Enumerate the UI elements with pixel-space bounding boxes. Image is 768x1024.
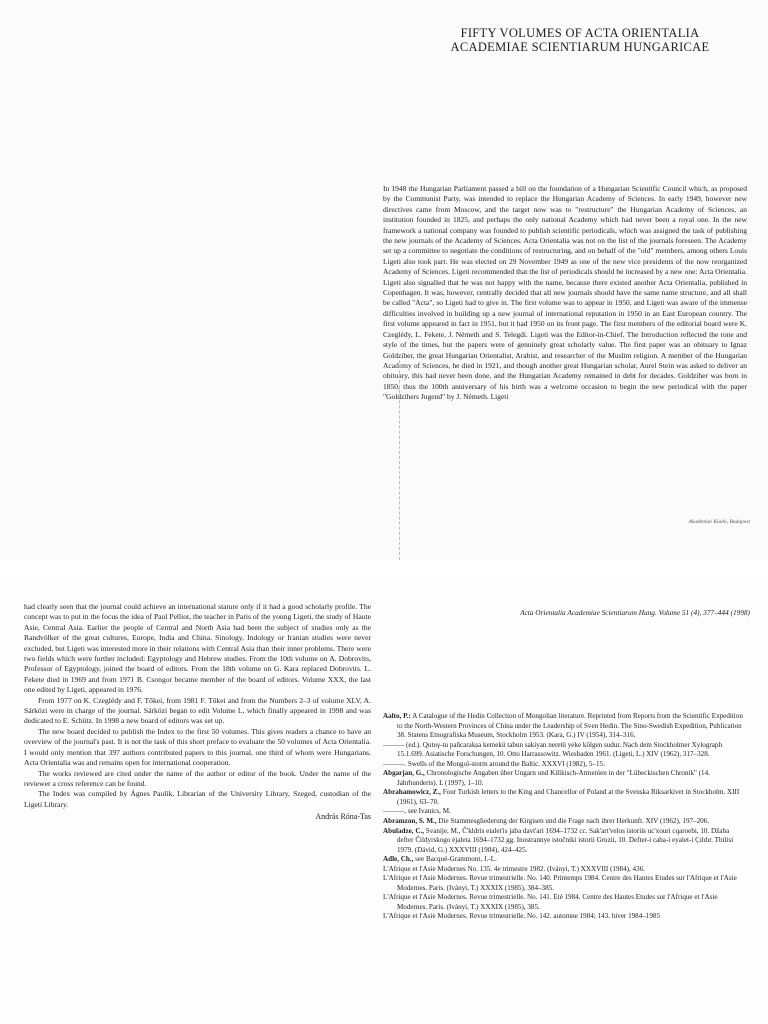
entry-text: L'Afrique et l'Asie Modernes No. 135. 4e trimestre 1982. (Iványi, T.) XXXVIII (1984), 436. — [383, 864, 645, 873]
intro-paragraph: In 1948 the Hungarian Parliament passed a bill on the foundation of a Hungarian Scientific Council which, as proposed by the Communist Party, was intended to replace the Hungarian Academy of Sciences. In early 1949, however new directives came from Moscow, and the target now was to "restructure" the Hungarian Academy of Sciences, an institution founded in 1825, and perhaps the only national Academy which had never been a royal one. In the new framework a national company was founded to publish scientific periodicals, which was assigned the task of publishing the new journals of the Academy of Sciences. Acta Orientalia was not on the list of the journals foreseen. The Academy set up a committee to negotiate the conditions of restructuring, and on behalf of the "old" members, among others Louis Ligeti also took part. He was elected on 29 November 1949 as one of the new vice presidents of the now reorganized Academy of Sciences. Ligeti recommended that the list of periodicals should be increased by a new one: Acta Orientalia. Ligeti also signalled that he was not happy with the name, because there existed another Acta Orientalia, published in Copenhagen. It was, however, centrally decided that all new journals should have the same name structure, and all shall be called "Acta", so Ligeti had to give in. The first volume was to appear in 1950, and Ligeti was aware of the immense difficulties involved in building up a new journal of international reputation in 1950 in an East European country. The first volume appeared in fact in 1951, but it had 1950 on its front page. The first members of the editorial board were K. Czeglédy, L. Fekete, J. Németh and S. Telegdi. Ligeti was the Editor-in-Chief. The Introduction reflected the tone and style of the times, but the papers were of genuinely great scholarly value. The first paper was an obituary to Ignaz Goldziher, the great Hungarian Orientalist, Arabist, and researcher of the Muslim religion. A member of the Hungarian Academy of Sciences, he died in 1921, and though another great Hungarian scholar, Aurel Stein was asked to deliver an obituary, this had never been done, and the Hungarian Academy remained in debt for decades. Goldziher was born in 1850, thus the 100th anniversary of his birth was a welcome occasion to begin the new periodical with the paper "Goldzihers Jugend" by J. Németh. Ligeti — [383, 184, 747, 402]
index-entry — [383, 817, 747, 827]
entry-name: Abgarjan, G., — [383, 769, 425, 778]
entry-name: Adle, Ch., — [383, 855, 414, 864]
entry-name: Abrahamowicz, Z., — [383, 788, 441, 797]
entry-text: Die Stammesgliederung der Kirgisen und die Frage nach ihrer Herkunft. XIV (1962), 197–206. — [436, 817, 709, 826]
entry-text: L'Afrique et l'Asie Modernes. Revue trimestrielle. No. 140. Printemps 1984. Centre des Hautes Etudes sur l'Afrique et l'Asie Modernes. Paris. (Iványi, T.) XXXIX (1985), 384–385. — [383, 874, 737, 892]
entry-text: Chronologische Angaben über Ungarn und Kilikisch-Armenien in der "Lübeckischen Chronik" (14. Jahrhunderts). L (1997), 1–10. — [397, 769, 710, 787]
publisher-imprint: Akadémiai Kiadó, Budapest — [688, 519, 750, 525]
entry-text: ———. Swells of the Mongol-storm around the Baltic. XXXVI (1982), 5–15. — [383, 759, 605, 768]
index-entry — [383, 893, 747, 912]
entry-name: Abramzon, S. M., — [383, 817, 437, 826]
entry-text: L'Afrique et l'Asie Modernes. Revue trimestrielle. No. 142. automne 1984; 143. hiver 1984–1985 — [383, 912, 660, 921]
preface-column — [24, 602, 371, 823]
intro-column — [383, 184, 747, 403]
index-entry — [383, 912, 747, 922]
entry-text: A Catalogue of the Hedin Collection of Mongolian literature. Reprinted from Reports from the Scientific Expedition to the North-Western Provinces of China under the Leadership of Sven Hedin. The Sino-Swedish Expedition, Publication 38. Statens Etnografiska Museum, Stockholm 1953. (Kara, G.) IV (1954), 314–316. — [397, 712, 743, 740]
entry-text: see Bacqué-Grammont, J.-L. — [413, 855, 497, 864]
title-line-2: ACADEMIAE SCIENTIARUM HUNGARICAE — [450, 40, 710, 54]
title-line-1: FIFTY VOLUMES OF ACTA ORIENTALIA — [460, 26, 700, 40]
entry-name: Aalto, P.: — [383, 712, 411, 720]
index-entry — [383, 760, 747, 770]
preface-paragraph-5: The Index was compiled by Ágnes Paulik, Librarian of the University Library, Szeged, custodian of the Ligeti Library. — [24, 789, 371, 809]
preface-paragraph-4: The works reviewed are cited under the name of the author or editor of the book. Under the name of the reviewer a cross reference can be found. — [24, 768, 371, 788]
journal-citation: Acta Orientalia Academiae Scientiarum Hung. Volume 51 (4), 377–444 (1998) — [520, 608, 750, 617]
index-entry — [383, 741, 747, 760]
entry-text: Four Turkish letters to the King and Chancellor of Poland at the Svenska Riksarkivet in Stockholm. XIII (1961), 63–70. — [397, 788, 740, 806]
index-entry — [383, 874, 747, 893]
index-entry — [383, 769, 747, 788]
author-signature: András Róna-Tas — [315, 812, 371, 822]
margin-rule — [399, 360, 401, 560]
index-entry — [383, 855, 747, 865]
index-entry — [383, 865, 747, 875]
preface-paragraph-1: had clearly seen that the journal could achieve an international stature only if it had a good scholarly profile. The concept was to put in the focus the idea of Paul Pelliot, the teacher in Paris of the young Ligeti, the study of Haute Asie, Central Asia. Earlier the people of Central and North Asia had been the subject of studies only as the Randvölker of the great cultures, Europe, India and China. Sinology, Indology or Iranian studies were never excluded, but Ligeti was interested more in their relations with Central Asia than their inner problems. There were two fields which were further included: Egyptology and Hebrew studies. From the 10th volume on A. Dobrovits, Professor of Egyptology, joined the board of editors. From the 18th volume on G. Kara replaced Dobrovits. L. Fekete died in 1969 and from 1971 B. Csongor became member of the board of editors. Volume XXX, the last one edited by Ligeti, appeared in 1976. — [24, 602, 371, 695]
index-list — [383, 712, 747, 922]
entry-text: Svanije, M., Č'kldris eialet'is jaba davt'ari 1694–1732 cc. Sak'art'velos istoriis uc'xouri cqaroebi, 10. Džaba defter Čildyrskogo ėjaleta 1694–1732 gg. Inostrannye istočniki istorii Gruzii, 10. Defter-i caba-i eyalet-i Çıldır. Tbilisi 1979. (Dávid, G.) XXXVIII (1984), 424–425. — [397, 826, 734, 854]
article-title — [420, 26, 740, 54]
index-entry — [383, 712, 747, 741]
entry-text: ——— (ed.). Qutuγ-tu pañcarakṣa kemekü tabun sakiyan neretü yeke kölgen sudur. Nach dem Stockholmer Xylograph 15.1.699. Asiatische Forschungen, 10. Otto Harrassowitz. Wiesbaden 1961. (Ligeti, L.) XIV (1962), 317–328. — [383, 740, 723, 759]
entry-text: ———, see Ivanics, M. — [383, 807, 451, 816]
index-entry — [383, 807, 747, 817]
entry-text: L'Afrique et l'Asie Modernes. Revue trimestrielle. No. 141. Eté 1984. Centre des Hautes Etudes sur l'Afrique et l'Asie Modernes. Paris. (Iványi, T.) XXXIX (1985), 385. — [383, 893, 718, 911]
index-entry — [383, 788, 747, 807]
entry-name: Abuladze, C., — [383, 826, 424, 835]
index-entry — [383, 827, 747, 856]
preface-paragraph-2: From 1977 on K. Czeglédy and F. Tőkei, from 1981 F. Tőkei and from the Numbers 2–3 of volume XLV, A. Sárközi were in charge of the journal. Sárközi began to edit Volume L, which finally appeared in 1998 and was dedicated to E. Schütz. In 1998 a new board of editors was set up. — [24, 695, 371, 726]
preface-paragraph-3: The new board decided to publish the Index to the first 50 volumes. This gives readers a chance to have an overview of the journal's past. It is not the task of this short preface to evaluate the 50 volumes of Acta Orientalia. I would only mention that 397 authors contributed papers to this journal, one third of whom were Hungarians. Acta Orientalia was and remains open for international cooperation. — [24, 726, 371, 768]
